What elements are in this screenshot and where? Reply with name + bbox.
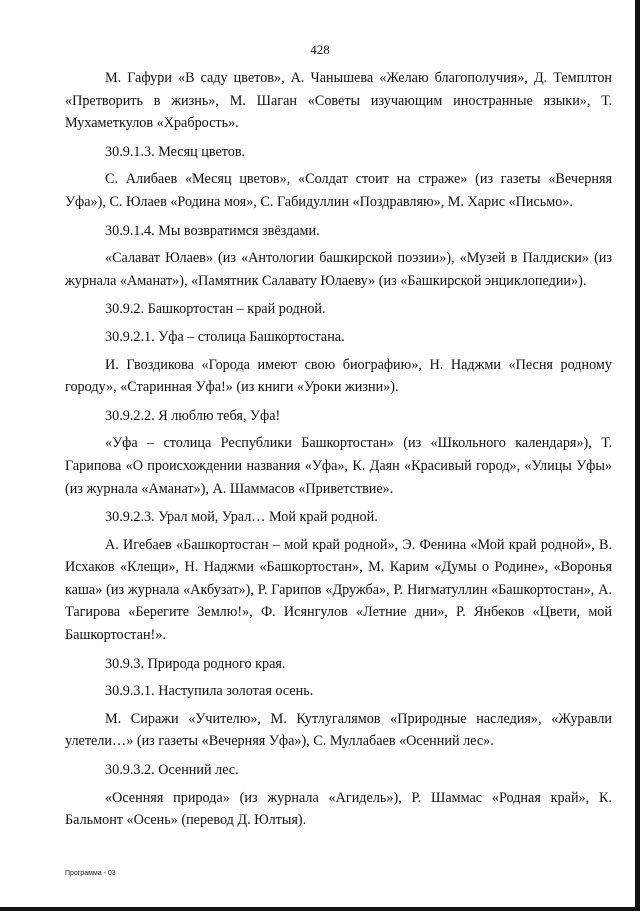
section-heading: 30.9.3. Природа родного края. <box>105 655 286 672</box>
section-heading: 30.9.2. Башкортостан – край родной. <box>105 301 326 318</box>
paragraph-authors-list: «Уфа – столица Республики Башкортостан» (из «Школьного календаря»), Т. Гарипова «О происхождении названия «Уфа», К. Даян «Красивый город», «Улицы Уфы» (из журнала «Аманат»), А. Шаммасов «Приветствие». <box>65 435 612 497</box>
paragraph-authors-list: А. Игебаев «Башкортостан – мой край родной», Э. Фенина «Мой край родной», В. Исхаков «Клещи», Н. Наджми «Башкортостан», М. Карим «Думы о Родине», «Воронья каша» (из журнала «Акбузат»), Р. Гарипов «Дружба», Р. Нигматуллин «Башкортостан», А. Тагирова «Берегите Землю!», Ф. Исянгулов «Летние дни», Р. Янбеков «Цвети, мой Башкортостан!». <box>65 536 612 644</box>
page-content <box>65 67 612 838</box>
page-number: 428 <box>310 42 330 57</box>
paragraph-authors-list: И. Гвоздикова «Города имеют свою биографию», Н. Наджми «Песня родному городу», «Старинная Уфа!» (из книги «Уроки жизни»). <box>65 356 612 396</box>
section-heading: 30.9.2.1. Уфа – столица Башкортостана. <box>105 328 345 345</box>
paragraph-authors-list: М. Гафури «В саду цветов», А. Чанышева «Желаю благополучия», Д. Темплтон «Претворить в жизнь», М. Шаган «Советы изучающим иностранные языки», Т. Мухаметкулов «Храбрость». <box>65 70 612 132</box>
paragraph-authors-list: М. Сиражи «Учителю», М. Кутлугалямов «Природные наследия», «Журавли улетели…» (из газеты «Вечерняя Уфа»), С. Муллабаев «Осенний лес». <box>65 710 612 750</box>
section-heading: 30.9.3.1. Наступила золотая осень. <box>105 683 314 700</box>
paragraph-authors-list: «Салават Юлаев» (из «Антологии башкирской поэзии»), «Музей в Палдиски» (из журнала «Аманат»), «Памятник Салавату Юлаеву» (из «Башкирской энциклопедии»). <box>65 250 612 289</box>
section-heading: 30.9.3.2. Осенний лес. <box>105 762 239 779</box>
scan-edge-right <box>635 0 640 911</box>
section-heading: 30.9.1.3. Месяц цветов. <box>105 143 246 160</box>
section-heading: 30.9.2.2. Я люблю тебя, Уфа! <box>105 407 281 424</box>
paragraph-authors-list: «Осенняя природа» (из журнала «Агидель»), Р. Шаммас «Родная край», К. Бальмонт «Осень» (перевод Д. Юлтыя). <box>65 789 612 829</box>
scan-edge-bottom <box>0 907 640 911</box>
section-heading: 30.9.2.3. Урал мой, Урал… Мой край родной. <box>105 509 378 526</box>
paragraph-authors-list: С. Алибаев «Месяц цветов», «Солдат стоит на страже» (из газеты «Вечерняя Уфа»), С. Юлаев «Родина моя», С. Габидуллин «Поздравляю», М. Харис «Письмо». <box>65 171 612 210</box>
section-heading: 30.9.1.4. Мы возвратимся звёздами. <box>105 222 320 239</box>
document-footer: Программа - 03 <box>65 870 116 877</box>
